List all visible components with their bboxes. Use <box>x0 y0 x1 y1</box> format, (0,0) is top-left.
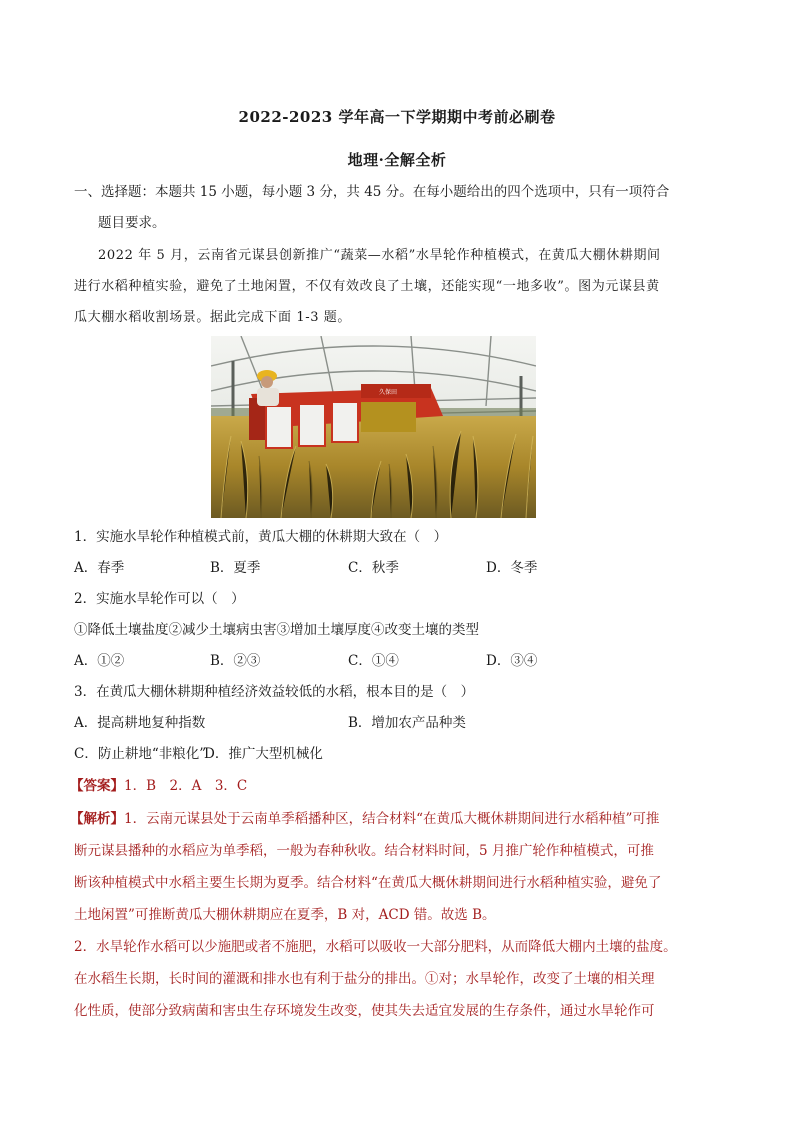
answer-tag: 【答案】 <box>70 778 124 794</box>
question-1-option-c[interactable]: C．秋季 <box>348 560 399 576</box>
question-1-option-d[interactable]: D．冬季 <box>486 560 538 576</box>
section-heading-cont: 题目要求。 <box>98 215 166 231</box>
question-1-option-b[interactable]: B．夏季 <box>210 560 261 576</box>
question-2-option-c[interactable]: C．①④ <box>348 653 399 669</box>
question-2-option-d[interactable]: D．③④ <box>486 653 538 669</box>
page-title: 2022-2023 学年高一下学期期中考前必刷卷 <box>238 108 556 126</box>
question-3-option-d[interactable]: D．推广大型机械化 <box>204 746 323 762</box>
machine-brand-label: 久保田 <box>379 389 398 396</box>
question-3-stem: 3．在黄瓜大棚休耕期种植经济效益较低的水稻，根本目的是（ ） <box>74 684 475 700</box>
analysis-line: 断元谋县播种的水稻应为单季稻，一般为春种秋收。结合材料时间，5 月推广轮作种植模式，可推 <box>74 843 654 859</box>
question-3-option-c[interactable]: C．防止耕地“非粮化” <box>74 746 207 762</box>
question-2-statements: ①降低土壤盐度②减少土壤病虫害③增加土壤厚度④改变土壤的类型 <box>74 622 479 638</box>
question-1-stem: 1．实施水旱轮作种植模式前，黄瓜大棚的休耕期大致在（ ） <box>74 529 448 545</box>
passage-line: 进行水稻种植实验，避免了土地闲置，不仅有效改良了土壤，还能实现“一地多收”。图为元谋县黄 <box>74 279 660 294</box>
question-2-option-a[interactable]: A．①② <box>74 653 125 669</box>
analysis-line: 断该种植模式中水稻主要生长期为夏季。结合材料“在黄瓜大概休耕期间进行水稻种植实验，避免了 <box>74 875 662 891</box>
answer-line <box>70 776 247 796</box>
question-3-option-a[interactable]: A．提高耕地复种指数 <box>74 715 206 731</box>
page-subtitle: 地理·全解全析 <box>347 151 447 169</box>
question-3-option-b[interactable]: B．增加农产品种类 <box>348 715 466 731</box>
analysis-line: 化性质，使部分致病菌和害虫生存环境发生改变，使其失去适宜发展的生存条件，通过水旱轮作可 <box>74 1003 655 1019</box>
rice-harvest-photo <box>211 336 536 518</box>
rice-harvest-illustration <box>211 336 536 518</box>
answer-text: 1．B 2．A 3．C <box>124 778 248 794</box>
question-2-option-b[interactable]: B．②③ <box>210 653 261 669</box>
passage-line: 2022 年 5 月，云南省元谋县创新推广“蔬菜—水稻”水旱轮作种植模式，在黄瓜大棚休耕期间 <box>98 248 661 263</box>
analysis-line: 2．水旱轮作水稻可以少施肥或者不施肥，水稻可以吸收一大部分肥料，从而降低大棚内土壤的盐度。 <box>74 939 677 955</box>
analysis-tag: 【解析】 <box>70 811 124 827</box>
question-1-option-a[interactable]: A．春季 <box>74 560 125 576</box>
analysis-line: 土地闲置”可推断黄瓜大棚休耕期应在夏季，B 对，ACD 错。故选 B。 <box>74 907 496 923</box>
passage-line: 瓜大棚水稻收割场景。据此完成下面 1-3 题。 <box>74 310 351 325</box>
analysis-line: 在水稻生长期，长时间的灌溉和排水也有利于盐分的排出。①对；水旱轮作，改变了土壤的相关理 <box>74 971 655 987</box>
section-heading: 一、选择题：本题共 15 小题，每小题 3 分，共 45 分。在每小题给出的四个选项中，只有一项符合 <box>74 184 670 200</box>
analysis-line <box>70 809 659 829</box>
question-2-stem: 2．实施水旱轮作可以（ ） <box>74 591 245 607</box>
analysis-text: 1．云南元谋县处于云南单季稻播种区，结合材料“在黄瓜大概休耕期间进行水稻种植”可推 <box>124 811 660 827</box>
